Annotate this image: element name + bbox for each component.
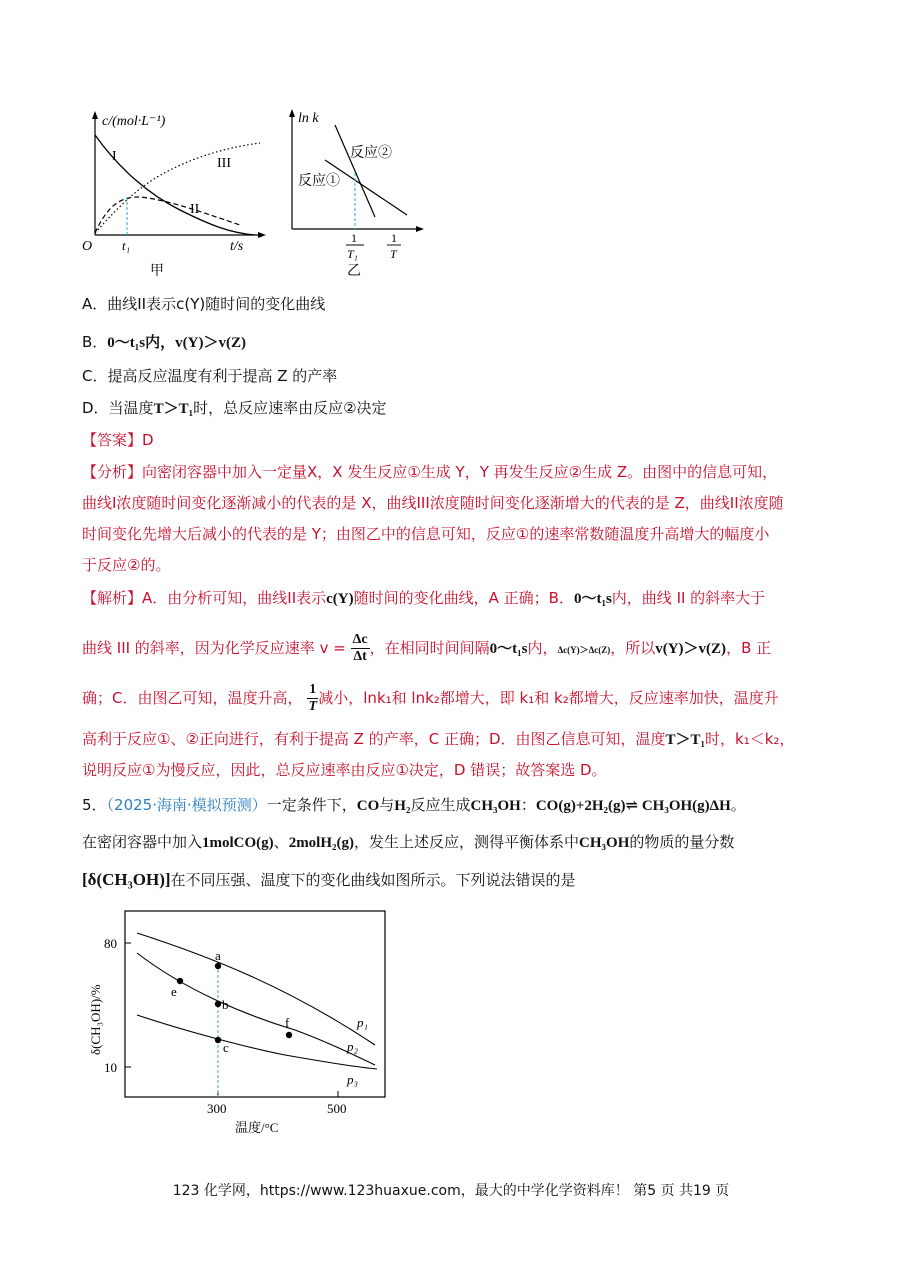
q5-label-a: a — [215, 948, 221, 963]
q5-label-p3: p₃ — [347, 1072, 359, 1087]
explanation-line-1 — [82, 588, 765, 609]
q5-line-2 — [82, 832, 734, 853]
yi-x-arrow — [416, 226, 424, 232]
jia-curve-I-label: I — [112, 149, 117, 164]
yi-tick2-den: T — [390, 247, 397, 261]
q5-x-label: 温度/°C — [235, 1120, 279, 1135]
q5-line-1 — [82, 795, 746, 816]
q5-label-p2: p₂ — [347, 1039, 359, 1054]
q5-3-math: [δ(CH₃OH)] — [82, 870, 171, 889]
explanation-frac — [351, 632, 370, 665]
explanation-2b: ，在相同时间间隔 — [369, 639, 490, 657]
frac-num: Δc — [352, 632, 368, 647]
q5-label-c: c — [223, 1040, 229, 1055]
jia-t1-label: t₁ — [122, 238, 131, 253]
q5-plot-frame — [125, 911, 385, 1097]
frac-den: Δt — [353, 649, 367, 664]
yi-y-arrow — [289, 109, 295, 117]
option-d-prefix: D．当温度 — [82, 399, 154, 417]
jia-caption: 甲 — [150, 264, 164, 279]
explanation-2e: ，B 正 — [726, 639, 772, 657]
explanation-2d: ，所以 — [610, 639, 656, 657]
q5-ch3oh: CH₃OH — [470, 798, 521, 814]
yi-tick1-den: T₁ — [347, 247, 358, 261]
explanation-frac2 — [307, 682, 318, 715]
explanation-2-small: Δc(Y)＞Δc(Z) — [557, 645, 611, 655]
q5-y-label: δ(CH₃OH)/% — [88, 984, 103, 1055]
option-b-math: 0～t₁s内，v(Y)＞v(Z) — [107, 335, 246, 351]
q5-point-c — [215, 1037, 221, 1043]
explanation-1a: A．由分析可知，曲线II表示 — [142, 589, 327, 607]
explanation-line-2 — [82, 632, 771, 665]
q5-label-f: f — [285, 1015, 290, 1030]
jia-curve-I — [95, 135, 255, 235]
yi-tick1-num: 1 — [351, 231, 357, 245]
yi-caption: 乙 — [347, 264, 361, 279]
option-c: C．提高反应温度有利于提高 Z 的产率 — [82, 367, 338, 385]
yi-label-r2: 反应② — [350, 146, 392, 161]
q5-equation: CO(g)+2H₂(g)⇌ CH₃OH(g)ΔH — [535, 798, 731, 814]
answer — [82, 430, 154, 450]
explanation-2c: 内， — [527, 639, 558, 657]
yi-label-r1: 反应① — [298, 174, 340, 189]
option-d — [82, 398, 387, 419]
option-b-prefix: B． — [82, 333, 108, 351]
yi-y-label: ln k — [298, 111, 319, 126]
answer-value: D — [142, 431, 154, 449]
analysis-tag: 【分析】 — [82, 463, 143, 481]
option-d-suffix: 时，总反应速率由反应②决定 — [193, 399, 387, 417]
analysis-line-4: 于反应②的。 — [82, 556, 171, 574]
q5-2c: ，发生上述反应，测得平衡体系中 — [354, 833, 580, 851]
explanation-line-5: 说明反应①为慢反应，因此，总反应速率由反应①决定，D 错误；故答案选 D。 — [82, 761, 607, 779]
option-a: A．曲线II表示c(Y)随时间的变化曲线 — [82, 295, 326, 313]
analysis-line-2: 曲线I浓度随时间变化逐渐减小的代表的是 X，曲线III浓度随时间变化逐渐增大的代表的是 Z，曲线II浓度随 — [82, 494, 784, 512]
analysis-line-3: 时间变化先增大后减小的代表的是 Y；由图乙中的信息可知，反应①的速率常数随温度升高增大的幅度小 — [82, 525, 770, 543]
q5-point-f — [286, 1032, 292, 1038]
explanation-2a: 曲线 III 的斜率，因为化学反应速率 v = — [82, 639, 346, 657]
explanation-3b: 减小，lnk₁和 lnk₂都增大，即 k₁和 k₂都增大，反应速率加快，温度升 — [318, 689, 779, 707]
jia-y-label: c/(mol·L⁻¹) — [102, 114, 166, 129]
q5-1e: 。 — [730, 796, 746, 814]
explanation-1c: 内，曲线 II 的斜率大于 — [611, 589, 766, 607]
figure-q5 — [85, 905, 395, 1140]
page-footer: 123 化学网，https://www.123huaxue.com，最大的中学化学资料库！ 第5 页 共19 页 — [172, 1183, 730, 1199]
explanation-4a: 高利于反应①、②正向进行，有利于提高 Z 的产率，C 正确；D．由图乙信息可知，温度 — [82, 730, 666, 748]
jia-curve-II-label: II — [190, 202, 200, 217]
q5-1b: 与 — [379, 796, 395, 814]
explanation-1b: 随时间的变化曲线，A 正确；B． — [353, 589, 574, 607]
q5-3b: 在不同压强、温度下的变化曲线如图所示。下列说法错误的是 — [170, 871, 576, 889]
q5-label-e: e — [171, 984, 177, 999]
analysis-line-1 — [82, 462, 777, 482]
frac2-num: 1 — [309, 682, 317, 697]
q5-2b: 、 — [273, 833, 289, 851]
option-b — [82, 332, 246, 353]
explanation-4-math: T＞T₁ — [665, 732, 706, 748]
q5-number: 5． — [82, 796, 107, 814]
q5-1a: 一定条件下， — [266, 796, 357, 814]
q5-source: （2025·海南·模拟预测） — [106, 796, 267, 814]
explanation-3a: 确；C．由图乙可知，温度升高， — [82, 689, 303, 707]
q5-ch3oh-2: CH₃OH — [579, 835, 630, 851]
q5-point-a — [215, 963, 221, 969]
q5-point-b — [215, 1001, 221, 1007]
answer-tag: 【答案】 — [82, 431, 143, 449]
q5-label-b: b — [222, 997, 229, 1012]
analysis-text-1: 向密闭容器中加入一定量X，X 发生反应①生成 Y，Y 再发生反应②生成 Z。由图中的信息可知， — [142, 463, 778, 481]
q5-label-p1: p₁ — [357, 1015, 369, 1030]
q5-amount1: 1molCO(g) — [202, 835, 274, 851]
explanation-line-4 — [82, 729, 794, 750]
jia-origin: O — [82, 239, 93, 254]
jia-curve-III — [95, 143, 260, 233]
explanation-line-3 — [82, 682, 779, 715]
jia-y-arrow — [92, 111, 98, 119]
jia-x-arrow — [258, 232, 266, 238]
q5-x-tick-300: 300 — [207, 1101, 227, 1116]
q5-2d: 的物质的量分数 — [629, 833, 735, 851]
explanation-1-math2: 0～t₁s — [573, 591, 612, 607]
q5-amount2: 2molH₂(g) — [288, 835, 355, 851]
explanation-2-math: 0～t₁s — [489, 641, 528, 657]
figure-jia — [80, 105, 270, 280]
q5-line-3 — [82, 870, 576, 890]
q5-y-tick-80: 80 — [104, 936, 117, 951]
explanation-1-math: c(Y) — [326, 591, 354, 607]
q5-co: CO — [356, 798, 380, 814]
frac2-den: T — [308, 699, 318, 714]
option-d-math: T＞T₁ — [153, 401, 194, 417]
yi-tick2-num: 1 — [391, 231, 397, 245]
q5-1d: ： — [520, 796, 536, 814]
q5-h2: H₂ — [394, 798, 411, 814]
figure-yi — [280, 105, 430, 280]
jia-curve-III-label: III — [217, 156, 231, 171]
q5-y-tick-10: 10 — [104, 1060, 117, 1075]
q5-2a: 在密闭容器中加入 — [82, 833, 203, 851]
explanation-4b: 时，k₁＜k₂， — [705, 730, 795, 748]
q5-x-tick-500: 500 — [327, 1101, 347, 1116]
jia-x-label: t/s — [230, 239, 244, 254]
q5-point-e — [177, 978, 183, 984]
q5-1c: 反应生成 — [410, 796, 471, 814]
explanation-2-math2: v(Y)＞v(Z) — [655, 641, 727, 657]
explanation-tag: 【解析】 — [82, 589, 143, 607]
